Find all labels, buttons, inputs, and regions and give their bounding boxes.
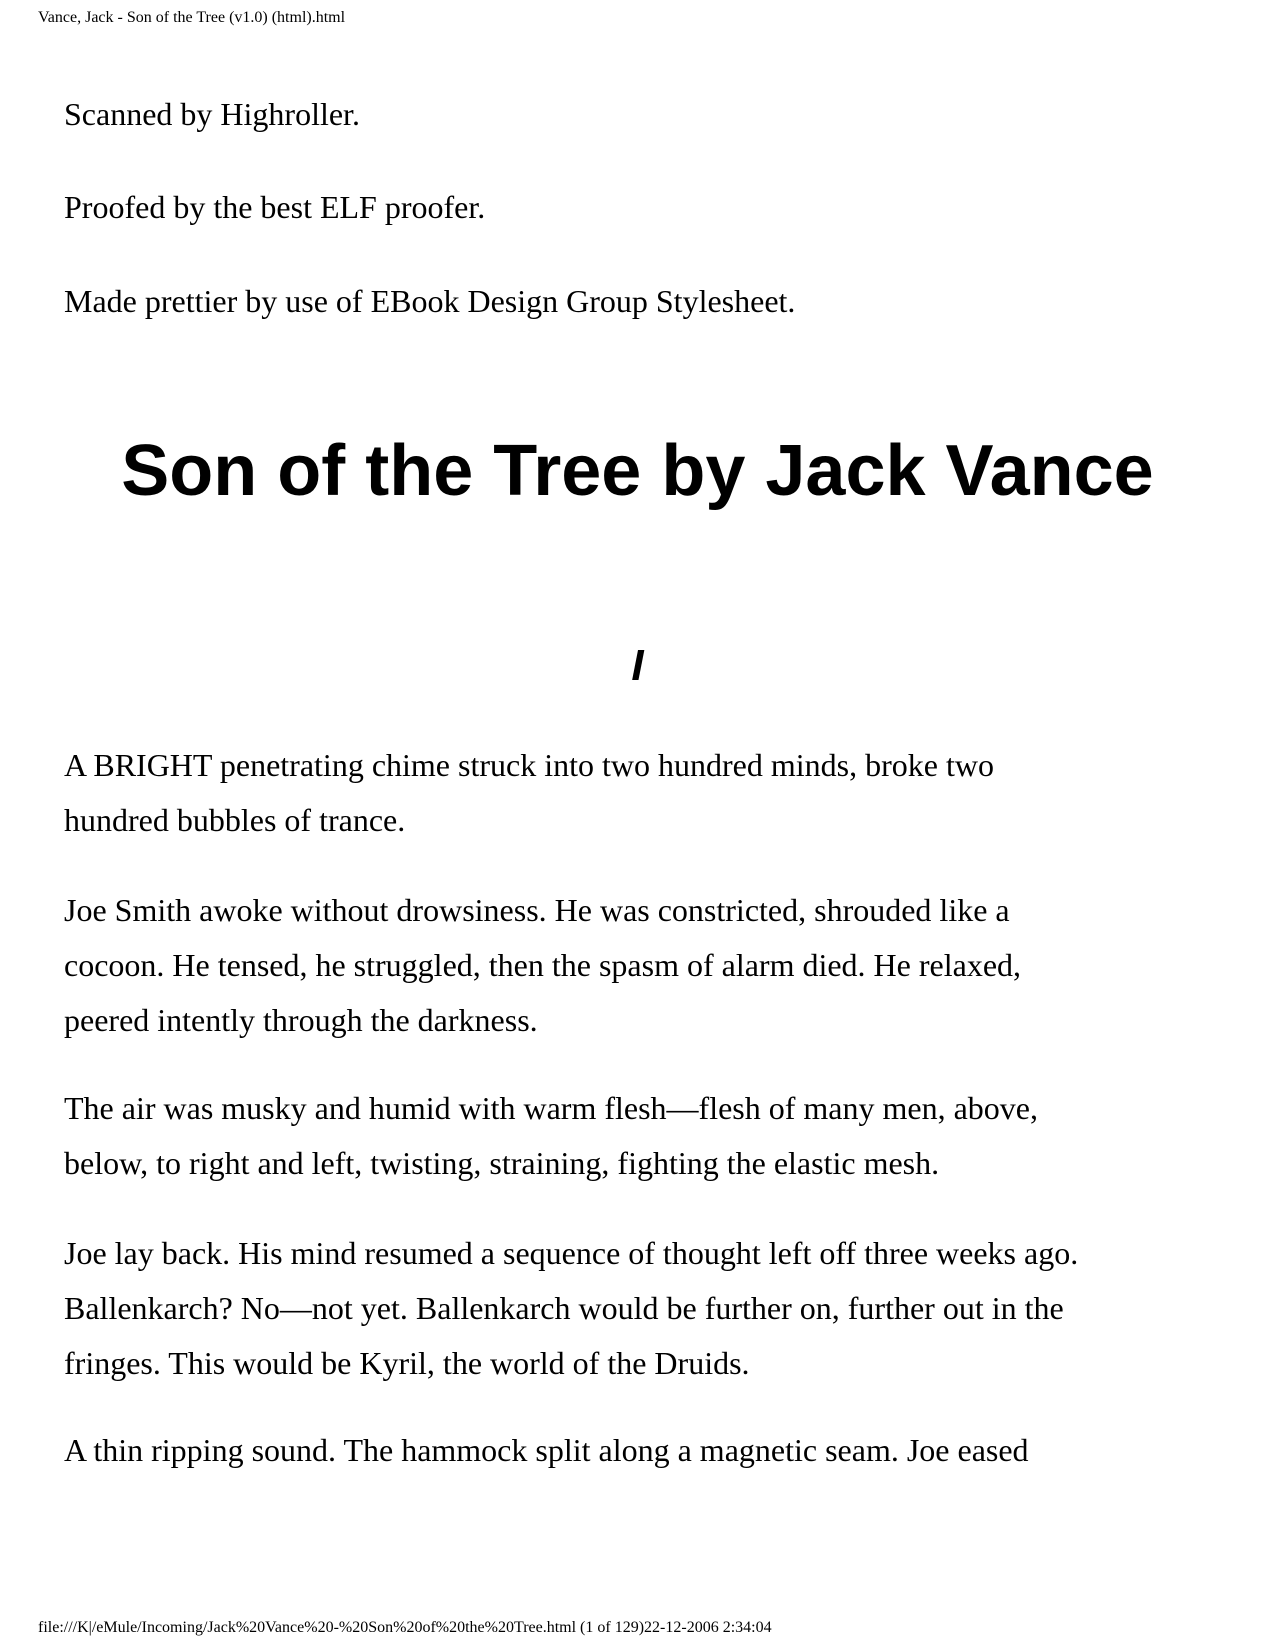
paragraph-line: The air was musky and humid with warm flesh—flesh of many men, above,: [64, 1090, 1038, 1126]
chapter-heading: I: [631, 641, 644, 690]
credit-proofed: Proofed by the best ELF proofer.: [64, 189, 486, 225]
book-title: Son of the Tree by Jack Vance: [121, 431, 1154, 511]
paragraph-line: Joe Smith awoke without drowsiness. He was constricted, shrouded like a: [64, 892, 1010, 928]
credit-scanned: Scanned by Highroller.: [64, 96, 360, 132]
paragraph-4: [64, 1226, 1224, 1391]
paragraph-line: cocoon. He tensed, he struggled, then the spasm of alarm died. He relaxed,: [64, 947, 1022, 983]
paragraph-line: below, to right and left, twisting, straining, fighting the elastic mesh.: [64, 1145, 940, 1181]
paragraph-line: A BRIGHT penetrating chime struck into two hundred minds, broke two: [64, 747, 994, 783]
paragraph-line: hundred bubbles of trance.: [64, 802, 406, 838]
print-header: Vance, Jack - Son of the Tree (v1.0) (html).html: [38, 9, 346, 26]
paragraph-3: [64, 1081, 1224, 1191]
paragraph-line: A thin ripping sound. The hammock split along a magnetic seam. Joe eased: [64, 1432, 1029, 1468]
paragraph-line: Ballenkarch? No—not yet. Ballenkarch would be further on, further out in the: [64, 1290, 1064, 1326]
print-footer: file:///K|/eMule/Incoming/Jack%20Vance%20-%20Son%20of%20the%20Tree.html (1 of 129)22-12-2006 2:34:04: [38, 1619, 772, 1636]
paragraph-line: peered intently through the darkness.: [64, 1002, 538, 1038]
paragraph-line: fringes. This would be Kyril, the world of the Druids.: [64, 1345, 750, 1381]
paragraph-2: [64, 883, 1224, 1048]
paragraph-line: Joe lay back. His mind resumed a sequence of thought left off three weeks ago.: [64, 1235, 1079, 1271]
paragraph-1: [64, 738, 1224, 848]
credit-stylesheet: Made prettier by use of EBook Design Group Stylesheet.: [64, 283, 796, 319]
paragraph-5: [64, 1423, 1224, 1478]
